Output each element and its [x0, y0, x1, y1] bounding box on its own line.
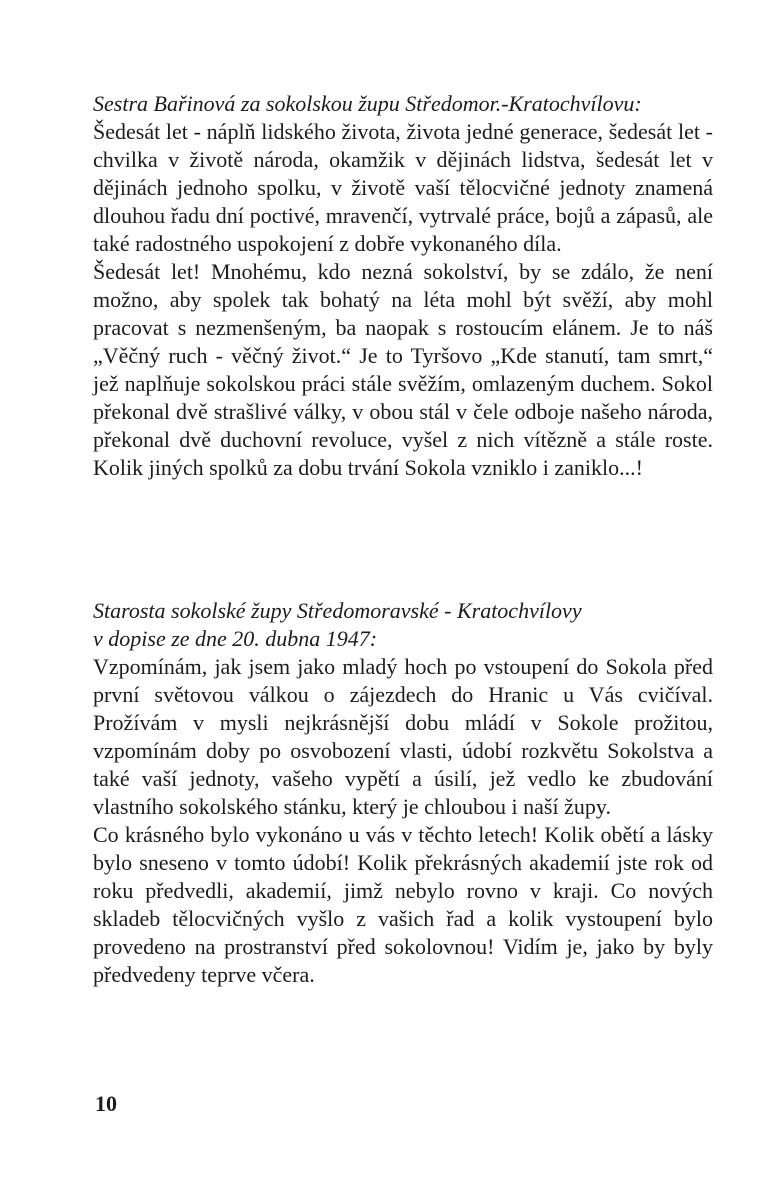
paragraph: Co krásného bylo vykonáno u vás v těchto letech! Kolik obětí a lásky bylo sneseno v tomto údobí! Kolik překrásných akademií jste rok od roku předvedli, akademií, jimž nebylo rovno v kraji. Co nových skladeb tělocvičných vyšlo z vašich řad a kolik vystoupení bylo provedeno na prostranství před sokolovnou! Vidím je, jako by byly předvedeny teprve včera.	[93, 822, 713, 987]
section-heading: Sestra Bařinová za sokolskou župu Středomor.-Kratochvílovu:	[93, 91, 642, 116]
section-heading: Starosta sokolské župy Středomoravské - Kratochvílovy v dopise ze dne 20. dubna 1947:	[93, 598, 582, 651]
speech-section-barinova	[93, 90, 713, 482]
paragraph: Šedesát let - náplň lidského života, života jedné generace, šedesát let - chvilka v životě národa, okamžik v dějinách lidstva, šedesát let v dějinách jednoho spolku, v životě vaší tělocvičné jednoty znamená dlouhou řadu dní poctivé, mravenčí, vytrvalé práce, bojů a zápasů, ale také radostného uspokojení z dobře vykonaného díla.	[93, 119, 713, 256]
letter-section-starosta	[93, 597, 713, 989]
paragraph: Vzpomínám, jak jsem jako mladý hoch po vstoupení do Sokola před první světovou válkou o zájezdech do Hranic u Vás cvičíval. Prožívám v mysli nejkrásnější dobu mládí v Sokole prožitou, vzpomínám doby po osvobození vlasti, údobí rozkvětu Sokolstva a také vaší jednoty, vašeho vypětí a úsilí, jež vedlo ke zbudování vlastního sokolského stánku, který je chloubou i naší župy.	[93, 654, 713, 819]
paragraph: Šedesát let! Mnohému, kdo nezná sokolství, by se zdálo, že není možno, aby spolek tak bohatý na léta mohl být svěží, aby mohl pracovat s nezmenšeným, ba naopak s rostoucím elánem. Je to náš „Věčný ruch - věčný život.“ Je to Tyršovo „Kde stanutí, tam smrt,“ jež naplňuje sokolskou práci stále svěžím, omlazeným duchem. Sokol překonal dvě strašlivé války, v obou stál v čele odboje našeho národa, překonal dvě duchovní revoluce, vyšel z nich vítězně a stále roste. Kolik jiných spolků za dobu trvání Sokola vzniklo i zaniklo...!	[93, 259, 713, 480]
page-number: 10	[95, 1091, 117, 1116]
